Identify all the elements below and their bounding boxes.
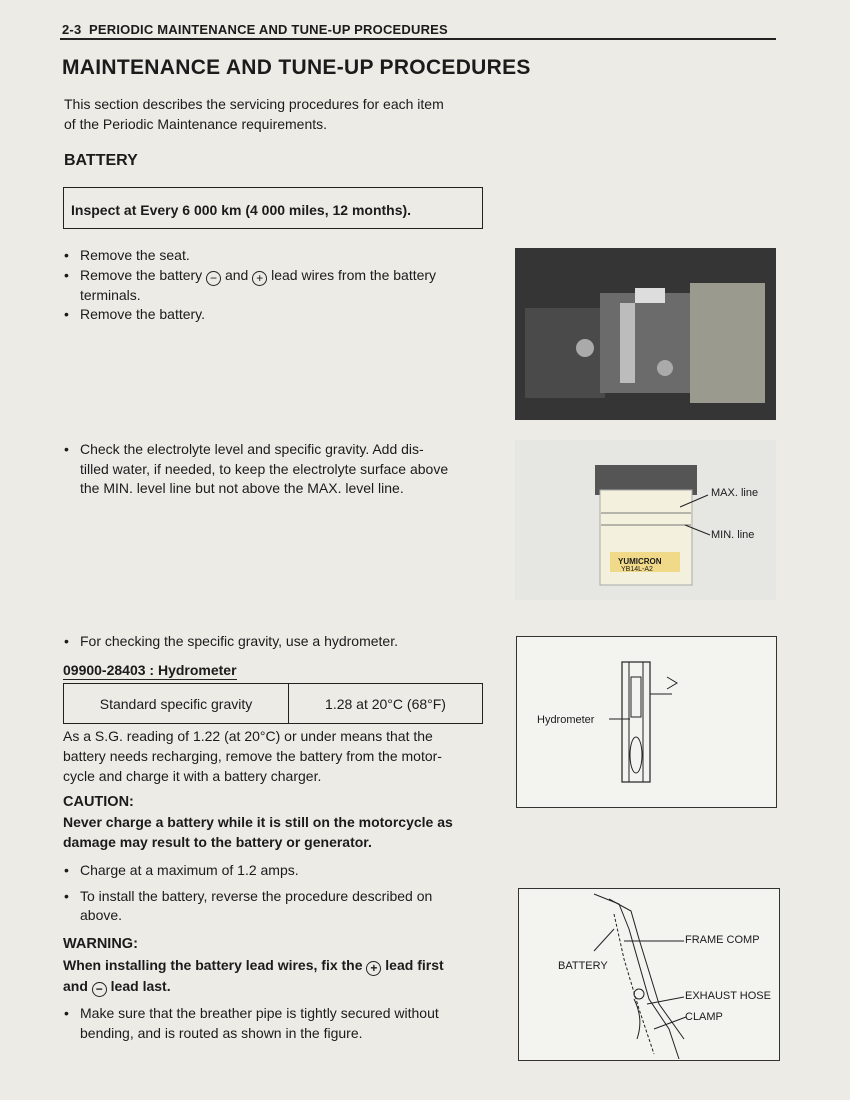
header-section: PERIODIC MAINTENANCE AND TUNE-UP PROCEDURES xyxy=(89,22,448,37)
lead-text-a: Remove the battery xyxy=(80,266,203,283)
lead-text-b: and xyxy=(224,266,249,283)
install-step xyxy=(64,887,489,926)
breather-line: bending, and is routed as shown in the figure. xyxy=(80,1024,363,1041)
warning-text-b: lead first xyxy=(385,957,444,973)
recharge-paragraph xyxy=(63,726,488,786)
battery-photo-art xyxy=(515,248,776,420)
minus-symbol-icon: − xyxy=(206,271,221,286)
recharge-line: battery needs recharging, remove the battery from the motor- xyxy=(63,748,442,764)
battery-compartment-photo xyxy=(515,248,776,420)
charging-steps xyxy=(64,861,489,926)
electrolyte-step xyxy=(64,440,489,499)
header-rule xyxy=(60,38,776,40)
hydrometer-figure xyxy=(516,636,777,808)
intro-paragraph xyxy=(64,94,444,134)
removal-steps xyxy=(64,246,484,325)
step-remove-leads xyxy=(64,266,484,306)
warning-text xyxy=(63,955,493,997)
exhaust-hose-label: EXHAUST HOSE xyxy=(685,990,771,1002)
battery-brand: YUMICRON xyxy=(618,557,662,566)
hydrometer-note: • For checking the specific gravity, use a hydrometer. xyxy=(64,632,484,652)
minus-symbol-icon: − xyxy=(92,982,107,997)
lead-text-c: lead wires from the battery xyxy=(271,266,437,283)
recharge-line: cycle and charge it with a battery charger. xyxy=(63,768,322,784)
electrolyte-line: the MIN. level line but not above the MAX. level line. xyxy=(80,480,404,496)
electrolyte-level-figure xyxy=(515,440,776,600)
caution-title: CAUTION: xyxy=(63,794,134,810)
electrolyte-line: tilled water, if needed, to keep the electrolyte surface above xyxy=(80,460,449,477)
intro-line: of the Periodic Maintenance requirements. xyxy=(64,116,328,132)
breather-step xyxy=(64,1004,489,1043)
install-line: To install the battery, reverse the procedure described on xyxy=(80,887,433,904)
caution-text xyxy=(63,812,493,852)
electrolyte-line: Check the electrolyte level and specific gravity. Add dis- xyxy=(80,441,424,457)
step-remove-battery: • Remove the battery. xyxy=(64,305,484,325)
step-remove-seat: • Remove the seat. xyxy=(64,246,484,266)
special-tool: 09900-28403 : Hydrometer xyxy=(63,662,237,678)
warning-text-c: and xyxy=(63,978,88,994)
warning-text-d: lead last. xyxy=(110,978,171,994)
sg-table xyxy=(63,683,483,724)
breather-routing-figure xyxy=(518,888,780,1061)
breather-text xyxy=(64,1004,489,1043)
plus-symbol-icon: + xyxy=(252,271,267,286)
electrolyte-text xyxy=(64,440,489,499)
install-line: above. xyxy=(80,907,123,923)
frame-comp-label: FRAME COMP xyxy=(685,934,760,946)
caution-line: damage may result to the battery or generator. xyxy=(63,834,372,850)
lead-text-d: terminals. xyxy=(80,286,141,303)
page-ref: 2-3 xyxy=(62,22,82,37)
level-figure-art xyxy=(515,440,776,600)
interval-box xyxy=(63,187,483,229)
max-line-label: MAX. line xyxy=(711,487,759,499)
breather-line: Make sure that the breather pipe is tightly secured without xyxy=(80,1005,439,1021)
running-header xyxy=(62,22,448,37)
warning-text-a: When installing the battery lead wires, fix the xyxy=(63,957,363,973)
routing-art xyxy=(519,889,781,1062)
plus-symbol-icon: + xyxy=(366,961,381,976)
recharge-line: As a S.G. reading of 1.22 (at 20°C) or under means that the xyxy=(63,728,433,744)
charge-max-step: • Charge at a maximum of 1.2 amps. xyxy=(64,861,489,881)
battery-heading: BATTERY xyxy=(64,152,138,169)
page-title: MAINTENANCE AND TUNE-UP PROCEDURES xyxy=(62,56,531,79)
interval-text: Inspect at Every 6 000 km (4 000 miles, 12 months). xyxy=(71,202,412,218)
sg-label-cell: Standard specific gravity xyxy=(64,684,289,724)
intro-line: This section describes the servicing procedures for each item xyxy=(64,96,444,112)
battery-label: BATTERY xyxy=(558,960,608,972)
sg-value-cell: 1.28 at 20°C (68°F) xyxy=(289,684,483,724)
battery-model: YB14L-A2 xyxy=(621,566,653,573)
warning-title: WARNING: xyxy=(63,936,138,952)
hydrometer-label: Hydrometer xyxy=(537,714,595,726)
table-row xyxy=(64,684,483,724)
hydrometer-step xyxy=(64,632,484,652)
caution-line: Never charge a battery while it is still on the motorcycle as xyxy=(63,814,453,830)
clamp-label: CLAMP xyxy=(685,1011,723,1023)
min-line-label: MIN. line xyxy=(711,529,755,541)
